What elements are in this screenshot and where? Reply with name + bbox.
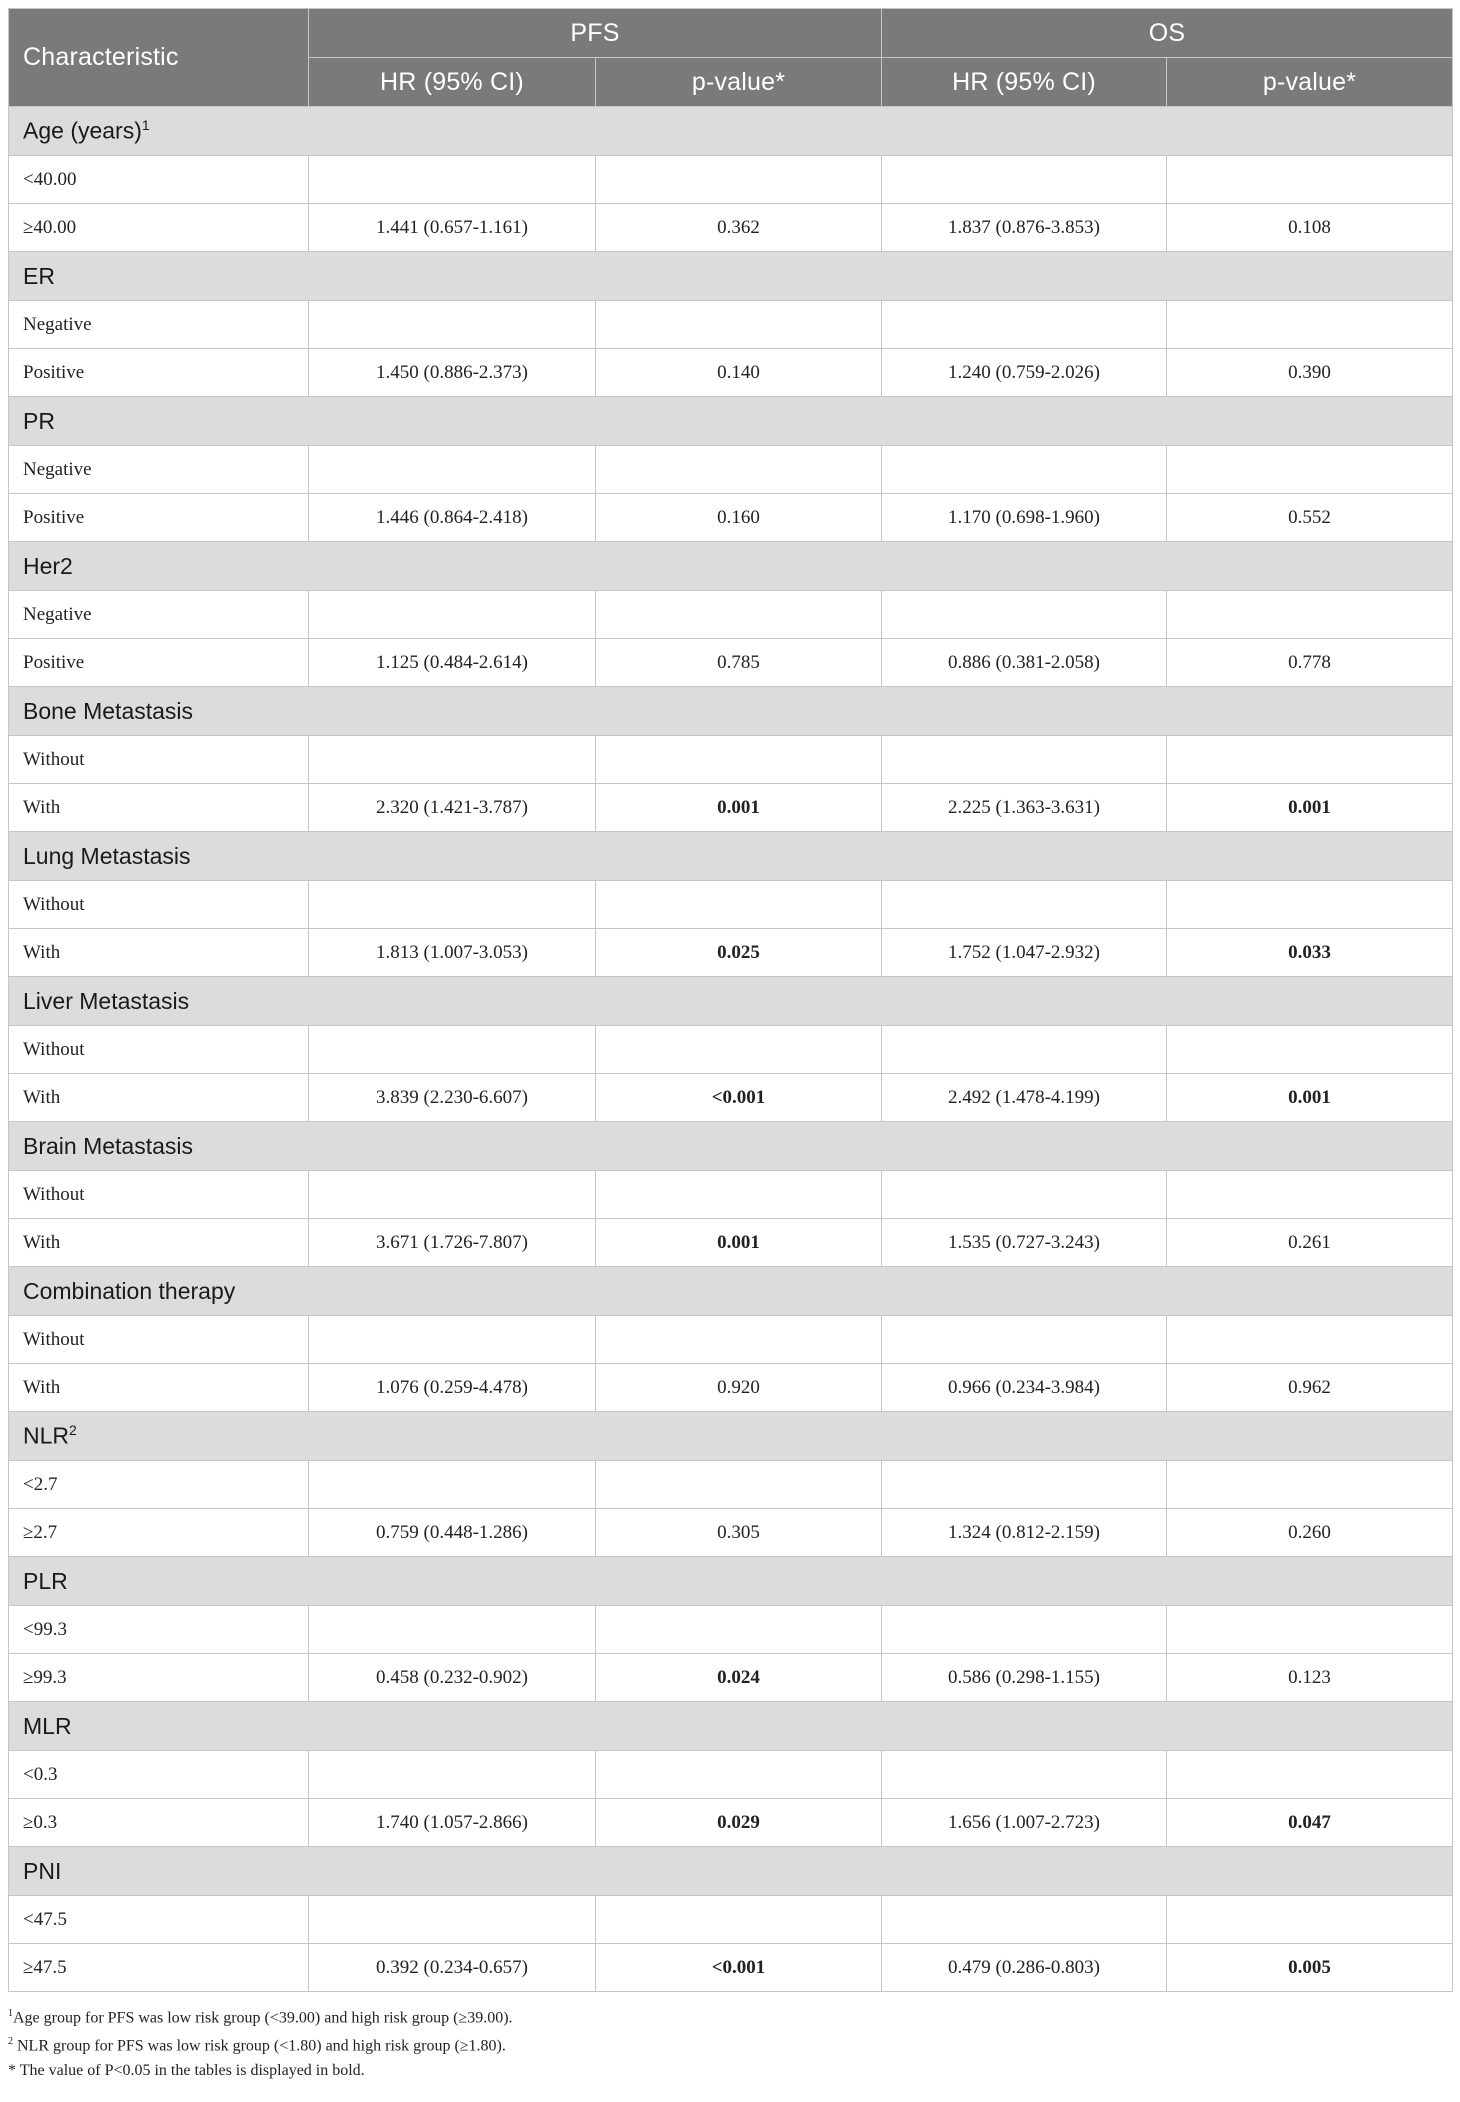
pfs-pvalue-cell: 0.160 — [596, 494, 882, 542]
os-pvalue-cell — [1167, 1606, 1453, 1654]
footnote-mark: 1 — [8, 2008, 13, 2019]
os-pvalue-cell — [1167, 736, 1453, 784]
os-hr-cell: 0.479 (0.286-0.803) — [882, 1944, 1167, 1992]
section-row — [9, 1557, 1453, 1606]
section-cell — [9, 397, 1453, 446]
table-row — [9, 1316, 1453, 1364]
os-pvalue-cell: 0.123 — [1167, 1654, 1453, 1702]
footnote-marker: 2 — [69, 1422, 77, 1439]
section-cell — [9, 252, 1453, 301]
pfs-hr-cell: 1.446 (0.864-2.418) — [309, 494, 596, 542]
row-label: ≥0.3 — [9, 1799, 309, 1847]
pfs-pvalue-cell: <0.001 — [596, 1944, 882, 1992]
footnote-text: Age group for PFS was low risk group (<39.00) and high risk group (≥39.00). — [13, 2009, 513, 2027]
os-hr-cell — [882, 1751, 1167, 1799]
section-row — [9, 1702, 1453, 1751]
pfs-pvalue-cell: 0.920 — [596, 1364, 882, 1412]
pfs-hr-cell — [309, 1026, 596, 1074]
os-pvalue-cell — [1167, 591, 1453, 639]
section-cell — [9, 1122, 1453, 1171]
os-pvalue-cell — [1167, 1751, 1453, 1799]
section-row — [9, 832, 1453, 881]
section-cell — [9, 107, 1453, 156]
pfs-hr-cell — [309, 881, 596, 929]
os-pvalue-cell: 0.260 — [1167, 1509, 1453, 1557]
pfs-pvalue-cell — [596, 1896, 882, 1944]
table-row — [9, 349, 1453, 397]
row-label: Without — [9, 1316, 309, 1364]
os-hr-cell: 1.170 (0.698-1.960) — [882, 494, 1167, 542]
row-label: <0.3 — [9, 1751, 309, 1799]
pfs-pvalue-cell — [596, 301, 882, 349]
header-group-pfs: PFS — [309, 9, 882, 58]
pfs-pvalue-cell: 0.025 — [596, 929, 882, 977]
section-row — [9, 977, 1453, 1026]
section-title: Liver Metastasis — [23, 987, 190, 1014]
row-label: ≥2.7 — [9, 1509, 309, 1557]
pfs-hr-cell: 1.076 (0.259-4.478) — [309, 1364, 596, 1412]
pfs-hr-cell — [309, 736, 596, 784]
section-row — [9, 252, 1453, 301]
os-hr-cell: 1.240 (0.759-2.026) — [882, 349, 1167, 397]
row-label: Without — [9, 1026, 309, 1074]
pfs-hr-cell — [309, 1606, 596, 1654]
section-cell — [9, 1847, 1453, 1896]
table-row — [9, 1799, 1453, 1847]
row-label: <2.7 — [9, 1461, 309, 1509]
footnote-text: NLR group for PFS was low risk group (<1.80) and high risk group (≥1.80). — [13, 2037, 506, 2055]
pfs-pvalue-cell — [596, 591, 882, 639]
section-cell — [9, 542, 1453, 591]
table-row — [9, 301, 1453, 349]
row-label: <47.5 — [9, 1896, 309, 1944]
os-hr-cell — [882, 1316, 1167, 1364]
row-label: Positive — [9, 639, 309, 687]
header-pfs-pvalue: p-value* — [596, 58, 882, 107]
row-label: Negative — [9, 301, 309, 349]
table-row — [9, 1654, 1453, 1702]
header-os-hr: HR (95% CI) — [882, 58, 1167, 107]
pfs-hr-cell — [309, 591, 596, 639]
section-title: Lung Metastasis — [23, 842, 191, 869]
pfs-pvalue-cell: 0.001 — [596, 784, 882, 832]
table-row — [9, 446, 1453, 494]
section-row — [9, 1412, 1453, 1461]
pfs-hr-cell: 1.740 (1.057-2.866) — [309, 1799, 596, 1847]
os-pvalue-cell: 0.001 — [1167, 784, 1453, 832]
os-hr-cell — [882, 1461, 1167, 1509]
row-label: Positive — [9, 494, 309, 542]
header-characteristic: Characteristic — [9, 9, 309, 107]
os-pvalue-cell: 0.047 — [1167, 1799, 1453, 1847]
table-row — [9, 591, 1453, 639]
pfs-pvalue-cell: 0.001 — [596, 1219, 882, 1267]
os-hr-cell: 1.656 (1.007-2.723) — [882, 1799, 1167, 1847]
pfs-pvalue-cell: 0.024 — [596, 1654, 882, 1702]
os-hr-cell: 2.492 (1.478-4.199) — [882, 1074, 1167, 1122]
pfs-hr-cell: 1.125 (0.484-2.614) — [309, 639, 596, 687]
os-pvalue-cell: 0.962 — [1167, 1364, 1453, 1412]
os-hr-cell: 1.535 (0.727-3.243) — [882, 1219, 1167, 1267]
os-pvalue-cell: 0.778 — [1167, 639, 1453, 687]
os-pvalue-cell — [1167, 1896, 1453, 1944]
table-body — [9, 107, 1453, 1992]
os-hr-cell: 0.966 (0.234-3.984) — [882, 1364, 1167, 1412]
row-label: <99.3 — [9, 1606, 309, 1654]
section-title: Her2 — [23, 552, 73, 579]
section-cell — [9, 1412, 1453, 1461]
os-pvalue-cell — [1167, 1026, 1453, 1074]
table-row — [9, 1944, 1453, 1992]
pfs-pvalue-cell: <0.001 — [596, 1074, 882, 1122]
section-row — [9, 542, 1453, 591]
os-pvalue-cell — [1167, 301, 1453, 349]
row-label: <40.00 — [9, 156, 309, 204]
os-hr-cell — [882, 1896, 1167, 1944]
table-row — [9, 1219, 1453, 1267]
os-hr-cell: 0.886 (0.381-2.058) — [882, 639, 1167, 687]
hazard-ratio-table — [8, 8, 1453, 1992]
pfs-pvalue-cell — [596, 1606, 882, 1654]
row-label: With — [9, 784, 309, 832]
row-label: Negative — [9, 446, 309, 494]
pfs-pvalue-cell — [596, 1751, 882, 1799]
section-cell — [9, 1267, 1453, 1316]
pfs-hr-cell: 1.441 (0.657-1.161) — [309, 204, 596, 252]
footnote-marker: 1 — [141, 117, 150, 134]
os-hr-cell — [882, 591, 1167, 639]
pfs-hr-cell — [309, 1171, 596, 1219]
os-pvalue-cell — [1167, 446, 1453, 494]
row-label: With — [9, 1364, 309, 1412]
table-row — [9, 929, 1453, 977]
pfs-pvalue-cell: 0.140 — [596, 349, 882, 397]
pfs-hr-cell — [309, 1896, 596, 1944]
os-hr-cell: 1.752 (1.047-2.932) — [882, 929, 1167, 977]
row-label: Without — [9, 881, 309, 929]
pfs-hr-cell: 1.450 (0.886-2.373) — [309, 349, 596, 397]
pfs-pvalue-cell: 0.305 — [596, 1509, 882, 1557]
os-pvalue-cell — [1167, 156, 1453, 204]
row-label: Without — [9, 1171, 309, 1219]
section-row — [9, 1122, 1453, 1171]
section-row — [9, 107, 1453, 156]
table-row — [9, 639, 1453, 687]
table-row — [9, 156, 1453, 204]
table-row — [9, 1509, 1453, 1557]
row-label: ≥40.00 — [9, 204, 309, 252]
footnote-mark: 2 — [8, 2036, 13, 2048]
os-pvalue-cell: 0.005 — [1167, 1944, 1453, 1992]
os-hr-cell — [882, 1026, 1167, 1074]
os-pvalue-cell: 0.261 — [1167, 1219, 1453, 1267]
os-hr-cell — [882, 881, 1167, 929]
section-cell — [9, 1702, 1453, 1751]
section-title: Age (years) — [23, 117, 142, 144]
header-pfs-hr: HR (95% CI) — [309, 58, 596, 107]
table-row — [9, 1606, 1453, 1654]
table-row — [9, 736, 1453, 784]
section-row — [9, 1847, 1453, 1896]
header-group-os: OS — [882, 9, 1453, 58]
os-hr-cell — [882, 156, 1167, 204]
pfs-pvalue-cell — [596, 156, 882, 204]
table-row — [9, 881, 1453, 929]
section-title: PLR — [23, 1567, 68, 1594]
os-hr-cell — [882, 1606, 1167, 1654]
pfs-pvalue-cell — [596, 1316, 882, 1364]
row-label: ≥99.3 — [9, 1654, 309, 1702]
pfs-pvalue-cell — [596, 446, 882, 494]
row-label: Negative — [9, 591, 309, 639]
section-row — [9, 397, 1453, 446]
table-row — [9, 204, 1453, 252]
pfs-hr-cell — [309, 301, 596, 349]
section-cell — [9, 832, 1453, 881]
os-hr-cell: 1.837 (0.876-3.853) — [882, 204, 1167, 252]
pfs-hr-cell: 3.671 (1.726-7.807) — [309, 1219, 596, 1267]
pfs-pvalue-cell — [596, 1461, 882, 1509]
pfs-pvalue-cell: 0.362 — [596, 204, 882, 252]
os-pvalue-cell — [1167, 1171, 1453, 1219]
table-row — [9, 784, 1453, 832]
pfs-hr-cell: 0.759 (0.448-1.286) — [309, 1509, 596, 1557]
footnotes — [8, 2002, 1452, 2083]
os-pvalue-cell: 0.108 — [1167, 204, 1453, 252]
section-title: PNI — [23, 1857, 62, 1884]
pfs-hr-cell: 0.392 (0.234-0.657) — [309, 1944, 596, 1992]
table-row — [9, 1074, 1453, 1122]
os-pvalue-cell: 0.001 — [1167, 1074, 1453, 1122]
section-row — [9, 1267, 1453, 1316]
section-cell — [9, 1557, 1453, 1606]
row-label: With — [9, 1219, 309, 1267]
pfs-hr-cell — [309, 1751, 596, 1799]
pfs-pvalue-cell — [596, 881, 882, 929]
header-os-pvalue: p-value* — [1167, 58, 1453, 107]
os-hr-cell: 0.586 (0.298-1.155) — [882, 1654, 1167, 1702]
row-label: Without — [9, 736, 309, 784]
pfs-hr-cell — [309, 446, 596, 494]
pfs-hr-cell: 2.320 (1.421-3.787) — [309, 784, 596, 832]
pfs-pvalue-cell: 0.785 — [596, 639, 882, 687]
section-title: ER — [23, 262, 55, 289]
section-cell — [9, 977, 1453, 1026]
table-row — [9, 1751, 1453, 1799]
section-title: MLR — [23, 1712, 72, 1739]
pfs-hr-cell — [309, 1461, 596, 1509]
table-row — [9, 1364, 1453, 1412]
os-hr-cell — [882, 736, 1167, 784]
row-label: With — [9, 929, 309, 977]
pfs-hr-cell: 0.458 (0.232-0.902) — [309, 1654, 596, 1702]
footnote-line — [8, 2002, 1452, 2030]
table-row — [9, 1171, 1453, 1219]
row-label: Positive — [9, 349, 309, 397]
table-row — [9, 1026, 1453, 1074]
pfs-hr-cell — [309, 1316, 596, 1364]
pfs-hr-cell: 1.813 (1.007-3.053) — [309, 929, 596, 977]
table-row — [9, 1896, 1453, 1944]
section-title: NLR — [23, 1422, 70, 1449]
os-pvalue-cell — [1167, 1316, 1453, 1364]
os-hr-cell: 1.324 (0.812-2.159) — [882, 1509, 1167, 1557]
os-pvalue-cell: 0.552 — [1167, 494, 1453, 542]
pfs-pvalue-cell — [596, 1171, 882, 1219]
row-label: With — [9, 1074, 309, 1122]
table-container — [8, 8, 1452, 2083]
pfs-pvalue-cell — [596, 1026, 882, 1074]
section-title: Combination therapy — [23, 1277, 236, 1304]
footnote-text: The value of P<0.05 in the tables is displayed in bold. — [16, 2061, 365, 2079]
pfs-hr-cell: 3.839 (2.230-6.607) — [309, 1074, 596, 1122]
row-label: ≥47.5 — [9, 1944, 309, 1992]
section-title: Bone Metastasis — [23, 697, 194, 724]
section-row — [9, 687, 1453, 736]
pfs-pvalue-cell: 0.029 — [596, 1799, 882, 1847]
footnote-mark: * — [8, 2061, 16, 2079]
pfs-pvalue-cell — [596, 736, 882, 784]
section-cell — [9, 687, 1453, 736]
os-hr-cell — [882, 1171, 1167, 1219]
os-pvalue-cell: 0.033 — [1167, 929, 1453, 977]
os-pvalue-cell: 0.390 — [1167, 349, 1453, 397]
footnote-line — [8, 2059, 1452, 2083]
os-pvalue-cell — [1167, 881, 1453, 929]
table-row — [9, 494, 1453, 542]
os-pvalue-cell — [1167, 1461, 1453, 1509]
os-hr-cell: 2.225 (1.363-3.631) — [882, 784, 1167, 832]
section-title: Brain Metastasis — [23, 1132, 194, 1159]
section-title: PR — [23, 407, 55, 434]
pfs-hr-cell — [309, 156, 596, 204]
table-row — [9, 1461, 1453, 1509]
os-hr-cell — [882, 446, 1167, 494]
footnote-line — [8, 2030, 1452, 2058]
os-hr-cell — [882, 301, 1167, 349]
